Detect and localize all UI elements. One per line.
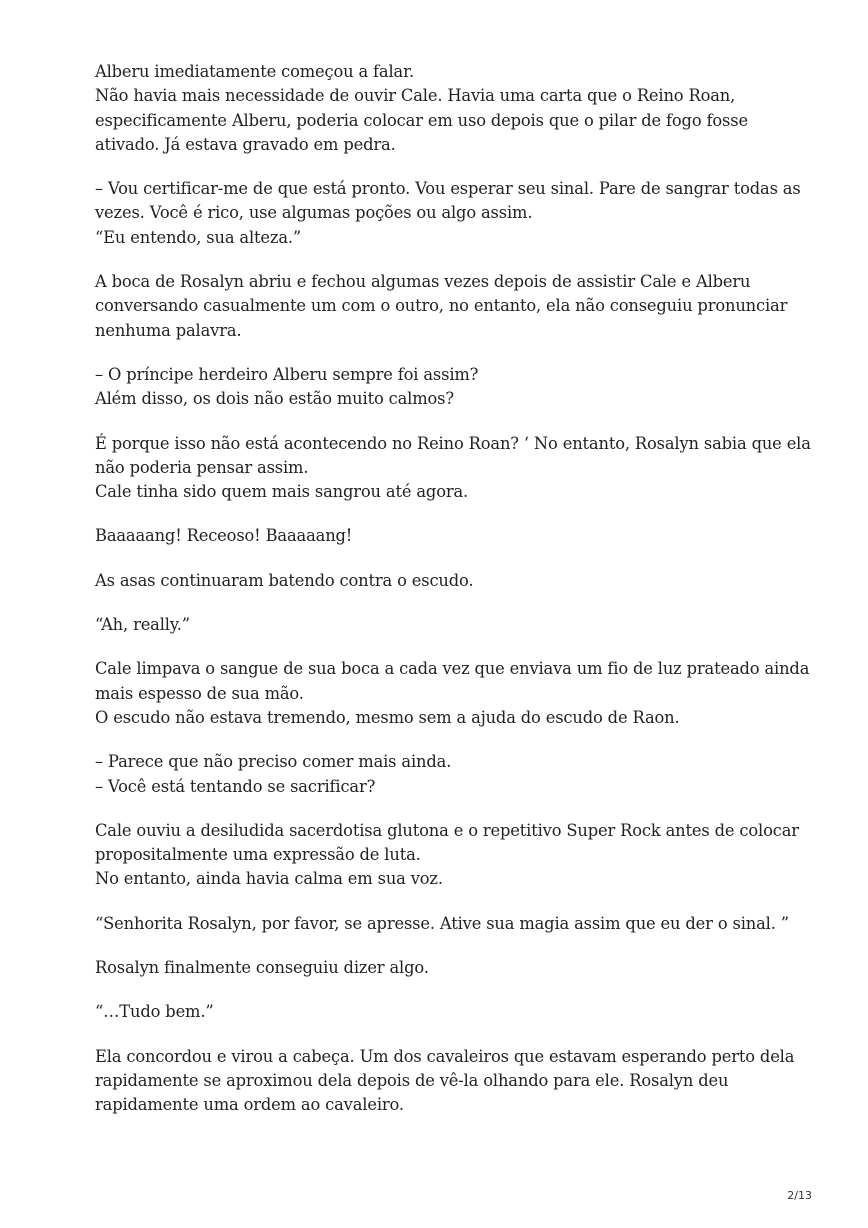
text-line: – Vou certificar-me de que está pronto. Vou esperar seu sinal. Pare de sangrar todas as [95, 179, 801, 199]
text-line: Cale ouviu a desiludida sacerdotisa glutona e o repetitivo Super Rock antes de colocar [95, 820, 799, 840]
paragraph [95, 432, 811, 505]
paragraph [95, 1000, 785, 1024]
text-line: Alberu imediatamente começou a falar. [95, 62, 414, 81]
text-line: No entanto, ainda havia calma em sua voz. [95, 869, 443, 889]
text-line: “Ah, really.” [95, 615, 190, 635]
text-line: – Você está tentando se sacrificar? [95, 776, 376, 796]
paragraph [95, 524, 785, 548]
text-line: vezes. Você é rico, use algumas poções ou algo assim. [95, 203, 533, 223]
paragraph [95, 956, 785, 980]
text-line: rapidamente se aproximou dela depois de vê-la olhando para ele. Rosalyn deu [95, 1070, 729, 1090]
text-line: “Eu entendo, sua alteza.” [95, 227, 302, 247]
paragraph [95, 613, 785, 637]
paragraph [95, 60, 785, 157]
page-number: 2/13 [787, 1189, 812, 1202]
text-line: – Parece que não preciso comer mais ainda. [95, 752, 452, 772]
text-line: ativado. Já estava gravado em pedra. [95, 134, 396, 154]
text-line: rapidamente uma ordem ao cavaleiro. [95, 1095, 404, 1115]
text-line: “Senhorita Rosalyn, por favor, se apresse. Ative sua magia assim que eu der o sinal. ” [95, 913, 789, 933]
paragraph [95, 270, 788, 343]
paragraph [95, 363, 785, 412]
text-line: não poderia pensar assim. [95, 457, 309, 477]
text-line: – O príncipe herdeiro Alberu sempre foi assim? [95, 364, 479, 384]
text-line: propositalmente uma expressão de luta. [95, 845, 421, 865]
text-line: É porque isso não está acontecendo no Reino Roan? ‘ No entanto, Rosalyn sabia que ela [95, 433, 811, 453]
text-line: O escudo não estava tremendo, mesmo sem a ajuda do escudo de Raon. [95, 707, 680, 727]
text-line: Não havia mais necessidade de ouvir Cale. Havia uma carta que o Reino Roan, [95, 86, 736, 106]
paragraph [95, 1045, 795, 1118]
paragraph [95, 657, 810, 730]
paragraph [95, 569, 785, 593]
text-line: Cale tinha sido quem mais sangrou até agora. [95, 482, 469, 502]
paragraph [95, 912, 789, 936]
text-line: nenhuma palavra. [95, 320, 242, 340]
paragraph [95, 819, 799, 892]
text-line: mais espesso de sua mão. [95, 683, 304, 703]
text-line: especificamente Alberu, poderia colocar em uso depois que o pilar de fogo fosse [95, 110, 748, 130]
text-line: Ela concordou e virou a cabeça. Um dos cavaleiros que estavam esperando perto dela [95, 1046, 795, 1066]
text-line: Rosalyn finalmente conseguiu dizer algo. [95, 958, 429, 978]
document-body [95, 60, 811, 1138]
paragraph [95, 750, 785, 799]
paragraph [95, 177, 801, 250]
text-line: Cale limpava o sangue de sua boca a cada vez que enviava um fio de luz prateado ainda [95, 659, 810, 679]
text-line: Além disso, os dois não estão muito calmos? [95, 389, 454, 409]
text-line: conversando casualmente um com o outro, no entanto, ela não conseguiu pronunciar [95, 296, 788, 316]
text-line: A boca de Rosalyn abriu e fechou algumas vezes depois de assistir Cale e Alberu [95, 272, 751, 292]
text-line: “…Tudo bem.” [95, 1002, 214, 1022]
text-line: Baaaaang! Receoso! Baaaaang! [95, 526, 353, 546]
text-line: As asas continuaram batendo contra o escudo. [95, 570, 474, 590]
